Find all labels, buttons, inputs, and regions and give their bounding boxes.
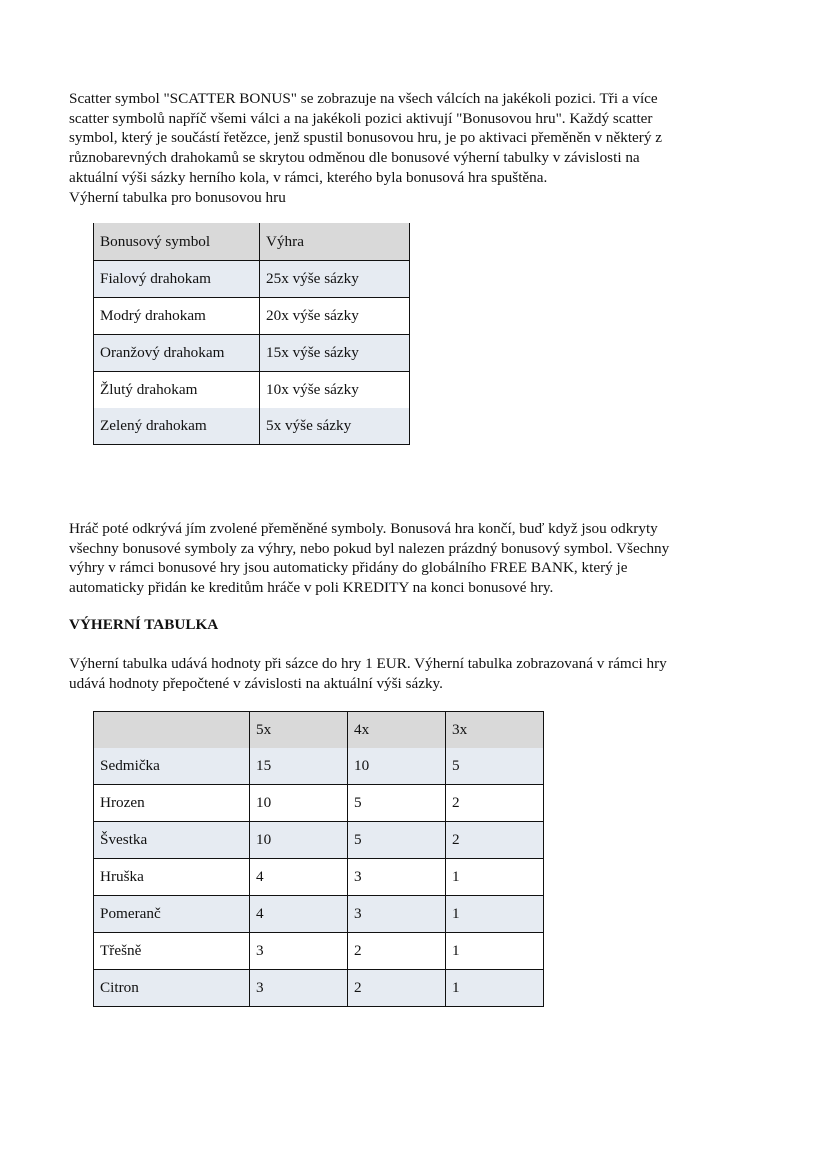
value-4x-cell: 2 (348, 933, 446, 970)
table-row (94, 298, 410, 335)
symbol-cell: Fialový drahokam (94, 261, 260, 298)
value-3x-cell: 2 (446, 785, 544, 822)
header-cell-4x: 4x (348, 712, 446, 749)
paytable-paragraph (69, 654, 749, 693)
win-cell: 10x výše sázky (260, 372, 410, 409)
intro-line: aktuální výši sázky herního kola, v rámci, kterého byla bonusová hra spuštěna. (69, 168, 548, 186)
header-cell-3x: 3x (446, 712, 544, 749)
value-4x-cell: 2 (348, 970, 446, 1007)
value-3x-cell: 2 (446, 822, 544, 859)
bonus-end-line: všechny bonusové symboly za výhry, nebo pokud byl nalezen prázdný bonusový symbol. Všechny (69, 539, 670, 557)
bonus-table-caption: Výherní tabulka pro bonusovou hru (69, 188, 286, 206)
bonus-end-paragraph (69, 519, 749, 598)
symbol-cell: Žlutý drahokam (100, 381, 198, 398)
table-row (94, 748, 544, 785)
value-4x-cell: 3 (348, 896, 446, 933)
value-4x-cell: 5 (348, 822, 446, 859)
symbol-cell: Hrozen (100, 794, 145, 811)
intro-line: scatter symbolů napříč všemi válci a na jakékoli pozici aktivují "Bonusovou hru". Každý scatter (69, 109, 653, 127)
symbol-cell: Modrý drahokam (100, 307, 206, 324)
header-cell-win: Výhra (260, 223, 410, 261)
table-row (94, 822, 544, 859)
value-5x-cell: 4 (250, 896, 348, 933)
table-row (94, 261, 410, 298)
symbol-cell: Pomeranč (94, 896, 250, 933)
symbol-cell: Citron (94, 970, 250, 1007)
value-4x-cell: 10 (348, 748, 446, 785)
table-row (94, 785, 544, 822)
paytable-table (93, 711, 544, 1007)
value-3x-cell: 5 (446, 748, 544, 785)
symbol-cell: Oranžový drahokam (94, 335, 260, 372)
paytable-line: Výherní tabulka udává hodnoty při sázce do hry 1 EUR. Výherní tabulka zobrazovaná v rámci hry (69, 655, 667, 672)
table-row (94, 896, 544, 933)
bonus-end-line: výhry v rámci bonusové hry jsou automaticky přidány do globálního FREE BANK, který je (69, 559, 628, 577)
win-cell: 15x výše sázky (260, 335, 410, 372)
value-5x-cell: 3 (250, 970, 348, 1007)
value-5x-cell: 10 (250, 822, 348, 859)
symbol-cell: Třešně (100, 942, 142, 959)
table-row (94, 335, 410, 372)
symbol-cell: Zelený drahokam (94, 408, 260, 445)
table-row (94, 372, 410, 409)
value-3x-cell: 1 (446, 970, 544, 1007)
paytable-heading: VÝHERNÍ TABULKA (69, 616, 219, 633)
win-cell: 20x výše sázky (260, 298, 410, 335)
paytable-line: udává hodnoty přepočtené v závislosti na aktuální výši sázky. (69, 674, 443, 692)
intro-line: symbol, který je součástí řetězce, jenž spustil bonusovou hru, je po aktivaci přeměněn v některý z (69, 129, 662, 147)
header-cell-5x: 5x (250, 712, 348, 749)
intro-line: Scatter symbol "SCATTER BONUS" se zobrazuje na všech válcích na jakékoli pozici. Tři a více (69, 90, 658, 107)
win-cell: 25x výše sázky (260, 261, 410, 298)
value-3x-cell: 1 (446, 896, 544, 933)
intro-paragraph (69, 89, 749, 207)
value-3x-cell: 1 (446, 859, 544, 896)
value-3x-cell: 1 (446, 933, 544, 970)
header-cell-empty (94, 712, 250, 749)
table-header-row (94, 223, 410, 261)
table-row (94, 970, 544, 1007)
value-5x-cell: 15 (250, 748, 348, 785)
table-header-row (94, 712, 544, 749)
table-row (94, 933, 544, 970)
table-row (94, 408, 410, 445)
table-row (94, 859, 544, 896)
bonus-end-line: automaticky přidán ke kreditům hráče v poli KREDITY na konci bonusové hry. (69, 579, 554, 597)
bonus-end-line: Hráč poté odkrývá jím zvolené přeměněné symboly. Bonusová hra končí, buď když jsou odkryty (69, 520, 658, 537)
value-4x-cell: 5 (348, 785, 446, 822)
symbol-cell: Sedmička (94, 748, 250, 785)
intro-line: různobarevných drahokamů se skrytou odměnou dle bonusové výherní tabulky v závislosti na (69, 149, 640, 167)
bonus-win-table (93, 223, 410, 445)
value-5x-cell: 3 (250, 933, 348, 970)
value-5x-cell: 10 (250, 785, 348, 822)
header-cell-bonus-symbol: Bonusový symbol (94, 223, 260, 261)
value-5x-cell: 4 (250, 859, 348, 896)
value-4x-cell: 3 (348, 859, 446, 896)
symbol-cell: Švestka (94, 822, 250, 859)
win-cell: 5x výše sázky (260, 408, 410, 445)
symbol-cell: Hruška (100, 868, 144, 885)
